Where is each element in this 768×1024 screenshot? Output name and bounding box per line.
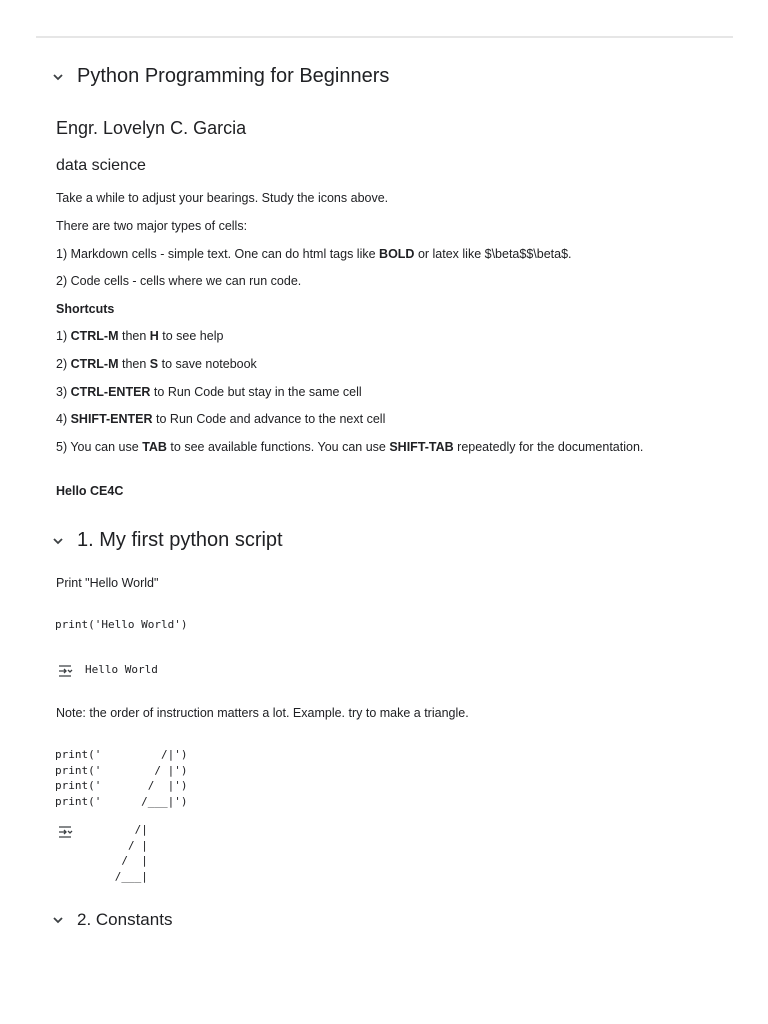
text-span: 1) Markdown cells - simple text. One can do html tags like — [56, 247, 380, 261]
print-hello-description: Print "Hello World" — [56, 576, 159, 590]
item-number: 1) — [56, 329, 71, 343]
section-title: 1. My first python script — [77, 529, 283, 551]
key-combo: CTRL-M — [70, 329, 119, 343]
item-number: 4) — [56, 412, 71, 426]
key-combo: CTRL-ENTER — [70, 385, 151, 399]
shortcut-item — [56, 439, 643, 455]
text-span: to see help — [158, 329, 224, 343]
text-span: then — [118, 357, 150, 371]
intro-line: Take a while to adjust your bearings. Study the icons above. — [56, 191, 389, 205]
hello-heading-text: Hello CE4C — [56, 484, 124, 498]
hello-heading — [56, 483, 123, 499]
subject-label: data science — [56, 157, 146, 174]
output-expand-icon[interactable] — [57, 825, 75, 839]
section-title: Python Programming for Beginners — [77, 65, 390, 87]
bold-text: BOLD — [379, 247, 415, 261]
key-combo: H — [149, 329, 159, 343]
text-span: to Run Code and advance to the next cell — [152, 412, 386, 426]
code-cell-triangle[interactable]: print(' /|') print(' / |') print(' / |') print(' /___|') — [55, 748, 188, 808]
author-name: Engr. Lovelyn C. Garcia — [56, 118, 247, 138]
chevron-down-icon[interactable] — [50, 912, 66, 928]
text-span: then — [118, 329, 150, 343]
shortcut-item — [56, 356, 257, 372]
code-cell-hello[interactable]: print('Hello World') — [55, 618, 188, 631]
code-cells-line: 2) Code cells - cells where we can run code. — [56, 274, 302, 288]
output-expand-icon[interactable] — [57, 664, 75, 678]
shortcuts-heading — [56, 301, 114, 317]
key-combo: TAB — [142, 440, 167, 454]
section-header-constants[interactable] — [50, 910, 172, 930]
output-triangle: /| / | / | /___| — [114, 823, 148, 883]
shortcut-item — [56, 411, 385, 427]
key-combo: SHIFT-ENTER — [70, 412, 153, 426]
shortcut-item — [56, 384, 362, 400]
item-number: 3) — [56, 385, 71, 399]
key-combo: SHIFT-TAB — [389, 440, 454, 454]
intro-line: There are two major types of cells: — [56, 219, 248, 233]
text-span: or latex like $\beta$$\beta$. — [414, 247, 572, 261]
section-header-first-script[interactable] — [50, 529, 283, 552]
chevron-down-icon[interactable] — [50, 69, 66, 85]
text-span: to see available functions. You can use — [166, 440, 390, 454]
shortcuts-heading-text: Shortcuts — [56, 302, 115, 316]
key-combo: S — [149, 357, 159, 371]
text-span: repeatedly for the documentation. — [453, 440, 644, 454]
markdown-cells-line — [56, 246, 572, 262]
item-prefix: 5) You can use — [56, 440, 143, 454]
section-header-intro[interactable] — [50, 65, 389, 88]
item-number: 2) — [56, 357, 71, 371]
output-hello: Hello World — [85, 663, 158, 676]
top-divider — [36, 36, 733, 38]
key-combo: CTRL-M — [70, 357, 119, 371]
shortcut-item — [56, 328, 223, 344]
text-span: to Run Code but stay in the same cell — [150, 385, 362, 399]
section-title: 2. Constants — [77, 910, 173, 929]
text-span: to save notebook — [158, 357, 257, 371]
chevron-down-icon[interactable] — [50, 533, 66, 549]
note-text: Note: the order of instruction matters a lot. Example. try to make a triangle. — [56, 706, 469, 720]
